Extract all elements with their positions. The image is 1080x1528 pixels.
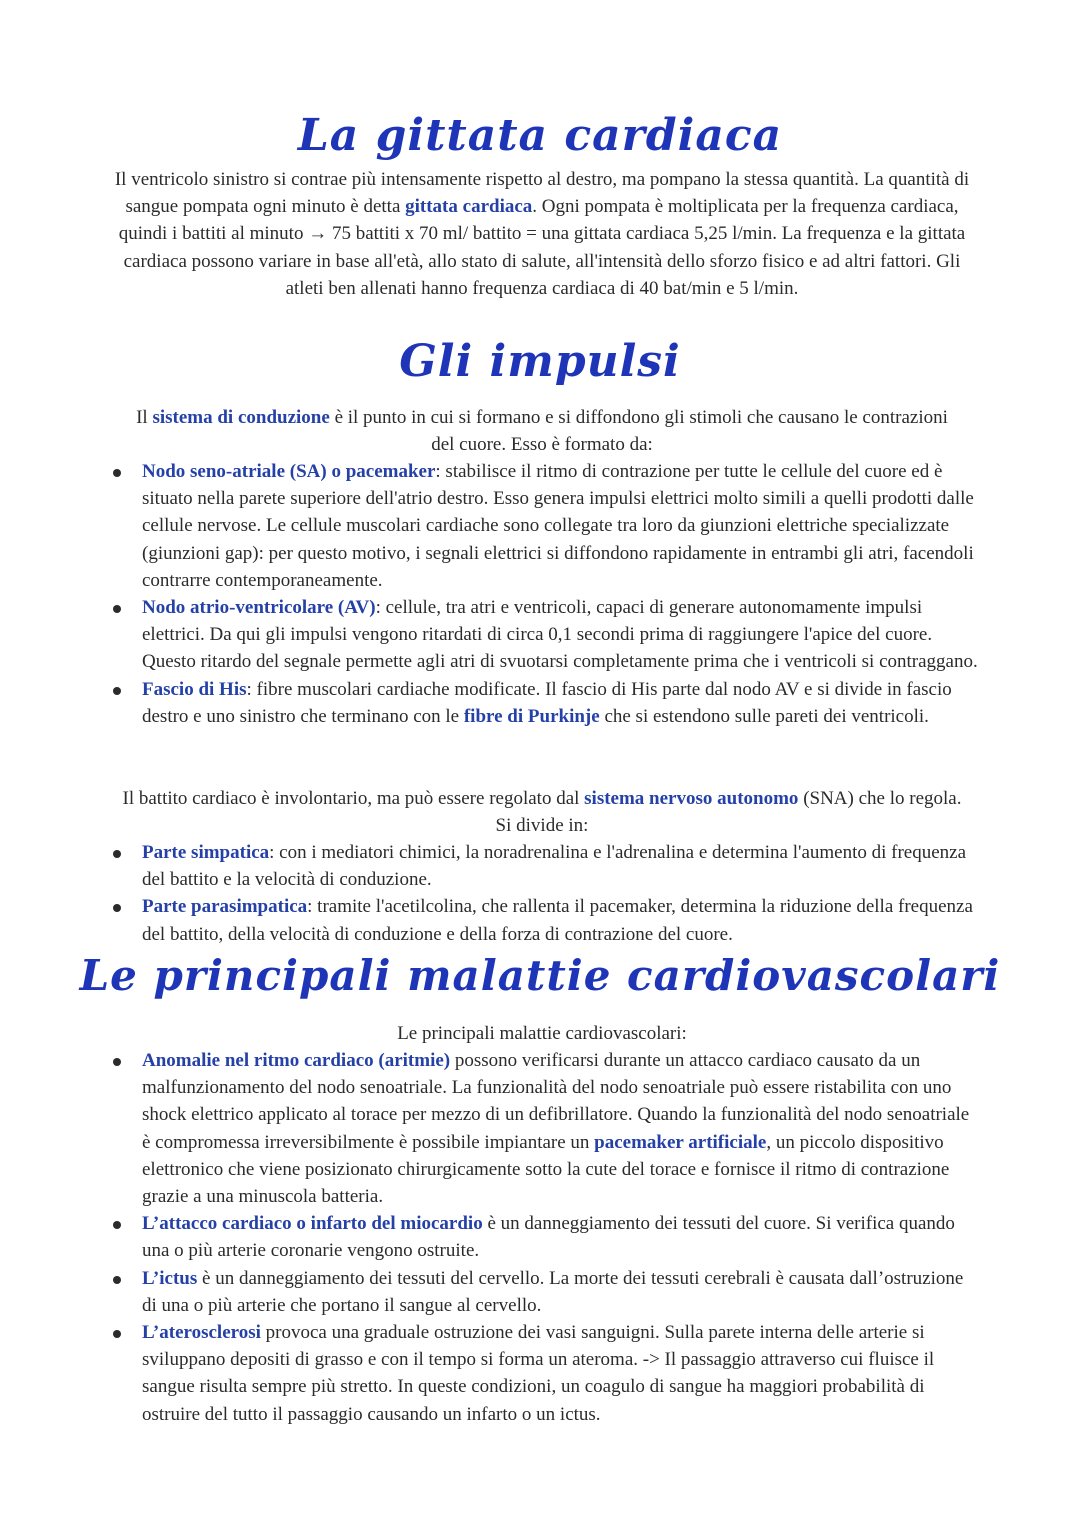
conduzione-text-b: è il punto in cui si formano e si diffondono gli stimoli che causano le contrazioni del cuore. Esso è formato da:	[329, 407, 948, 456]
bullet-icon	[113, 469, 121, 477]
title-malattie-cardiovascolari: Le principali malattie cardiovascolari	[79, 951, 1001, 1000]
bullet-icon	[113, 1058, 121, 1066]
parasimpatica-text: : tramite l'acetilcolina, che rallenta il pacemaker, determina la riduzione della frequenza del battito, della velocità di conduzione e della forza di contrazione del cuore.	[142, 896, 973, 945]
infarto-text: è un danneggiamento dei tessuti del cuore. Si verifica quando una o più arterie coronarie vengono ostruite.	[142, 1213, 955, 1262]
highlight-fibre-purkinje: fibre di Purkinje	[463, 705, 600, 727]
bullet-icon	[113, 1276, 121, 1284]
bullet-icon	[113, 850, 121, 858]
ictus-text: è un danneggiamento dei tessuti del cervello. La morte dei tessuti cerebrali è causata dall’ostruzione di una o più arterie che portano il sangue al cervello.	[142, 1267, 964, 1316]
list-conduzione	[113, 458, 979, 730]
conduzione-text-a: Il	[136, 407, 153, 428]
highlight-aterosclerosi: L’aterosclerosi	[142, 1322, 261, 1344]
list-item-infarto	[113, 1210, 971, 1264]
list-item-aritmie	[113, 1047, 971, 1210]
title-gli-impulsi: Gli impulsi	[399, 336, 681, 387]
highlight-nodo-av: Nodo atrio-ventricolare (AV)	[142, 597, 376, 619]
sna-text-b: (SNA) che lo regola. Si divide in:	[495, 788, 962, 837]
list-item-nodo-sa	[113, 458, 979, 594]
list-item-ictus	[113, 1265, 971, 1319]
aritmie-text-2: , un piccolo dispositivo elettronico che viene posizionato chirurgicamente sotto la cute del torace e fornisce il ritmo di contrazione grazie a una minuscola batteria.	[142, 1131, 950, 1208]
highlight-pacemaker-artificiale: pacemaker artificiale	[594, 1131, 767, 1153]
bullet-icon	[113, 904, 121, 912]
bullet-icon	[113, 1221, 121, 1229]
aritmie-text: possono verificarsi durante un attacco cardiaco causato da un malfunzionamento del nodo senoatriale. La funzionalità del nodo senoatriale può essere ristabilita con uno shock elettrico applicato al torace per mezzo di un defibrillatore. Quando la funzionalità del nodo senoatriale è compromessa irreversibilmente è possibile impiantare un	[142, 1050, 970, 1153]
highlight-simpatica: Parte simpatica	[142, 842, 270, 863]
highlight-gittata-cardiaca: gittata cardiaca	[405, 196, 533, 218]
paragraph-gittata	[113, 166, 971, 302]
highlight-sna: sistema nervoso autonomo	[584, 788, 799, 809]
highlight-sistema-conduzione: sistema di conduzione	[152, 407, 330, 428]
list-malattie	[113, 1047, 971, 1428]
list-item-parasimpatica	[113, 893, 979, 947]
fascio-his-text-2: che si estendono sulle pareti dei ventricoli.	[599, 705, 929, 727]
paragraph-sna	[113, 785, 971, 839]
gittata-text-2: . Ogni pompata è moltiplicata per la frequenza cardiaca, quindi i battiti al minuto → 75 battiti x 70 ml/ battito = una gittata cardiaca 5,25 l/min. La frequenza e la gittata cardiaca possono variare in base all'età, allo stato di salute, all'intensità dello sforzo fisico e ad altri fattori. Gli atleti ben allenati hanno frequenza cardiaca di 40 bat/min e 5 l/min.	[118, 196, 966, 299]
list-item-nodo-av	[113, 594, 979, 676]
list-item-aterosclerosi	[113, 1319, 971, 1428]
gittata-text-1: Il ventricolo sinistro si contrae più intensamente rispetto al destro, ma pompano la stessa quantità. La quantità di sangue pompata ogni minuto è detta	[114, 169, 970, 218]
bullet-icon	[113, 1330, 121, 1338]
simpatica-text: : con i mediatori chimici, la noradrenalina e l'adrenalina e determina l'aumento di frequenza del battito e la velocità di conduzione.	[142, 842, 967, 891]
bullet-icon	[113, 605, 121, 613]
highlight-infarto: L’attacco cardiaco o infarto del miocardio	[142, 1213, 483, 1235]
nodo-sa-text: : stabilisce il ritmo di contrazione per tutte le cellule del cuore ed è situato nella parete superiore dell'atrio destro. Esso genera impulsi elettrici molto simili a quelli prodotti dalle cellule nervose. Le cellule muscolari cardiache sono collegate tra loro da giunzioni elettriche specializzate (giunzioni gap): per questo motivo, i segnali elettrici si diffondono rapidamente in entrambi gli atri, facendoli contrarre contemporaneamente.	[142, 461, 974, 591]
aterosclerosi-text: provoca una graduale ostruzione dei vasi sanguigni. Sulla parete interna delle arterie si sviluppano depositi di grasso e con il tempo si forma un ateroma. -> Il passaggio attraverso cui fluisce il sangue risulta sempre più stretto. In queste condizioni, un coagulo di sangue ha maggiori probabilità di ostruire del tutto il passaggio causando un infarto o un ictus.	[142, 1322, 935, 1425]
bullet-icon	[113, 687, 121, 695]
list-item-simpatica	[113, 839, 979, 893]
highlight-aritmie: Anomalie nel ritmo cardiaco (aritmie)	[142, 1050, 451, 1071]
sna-text-a: Il battito cardiaco è involontario, ma può essere regolato dal	[122, 788, 585, 809]
highlight-fascio-his: Fascio di His	[142, 678, 247, 700]
highlight-parasimpatica: Parte parasimpatica	[142, 896, 308, 918]
highlight-nodo-sa: Nodo seno-atriale (SA) o pacemaker	[142, 461, 436, 482]
paragraph-malattie-intro: Le principali malattie cardiovascolari:	[397, 1023, 687, 1044]
nodo-av-text: : cellule, tra atri e ventricoli, capaci di generare autonomamente impulsi elettrici. Da qui gli impulsi vengono ritardati di circa 0,1 secondi prima di raggiungere l'apice del cuore. Questo ritardo del segnale permette agli atri di svuotarsi completamente prima che i ventricoli si contraggano.	[142, 597, 978, 673]
highlight-ictus: L’ictus	[142, 1267, 198, 1289]
paragraph-sistema-conduzione	[136, 404, 948, 458]
title-gittata-cardiaca: La gittata cardiaca	[297, 110, 783, 161]
fascio-his-text: : fibre muscolari cardiache modificate. Il fascio di His parte dal nodo AV e si divide in fascio destro e uno sinistro che terminano con le	[142, 678, 952, 727]
list-sna	[113, 839, 979, 948]
list-item-fascio-his	[113, 676, 979, 730]
